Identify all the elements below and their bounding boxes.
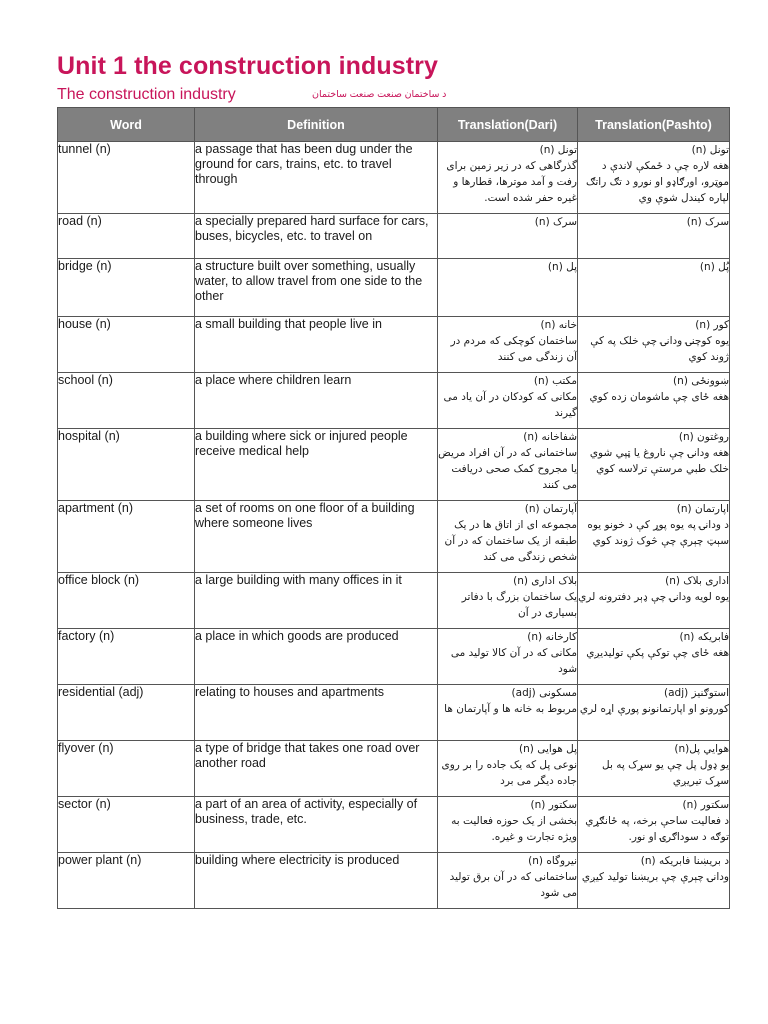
dari-cell: تونل (n) گذرگاهی که در زیر زمین برای رفت و آمد موترها، قطارها و غیره حفر شده است.	[438, 142, 578, 214]
word-cell: bridge (n)	[58, 259, 195, 317]
table-row	[58, 501, 730, 573]
pashto-cell: د بریښنا فابریکه (n) ودانۍ چېرې چې بریښنا تولید کیږي	[578, 853, 730, 909]
definition-cell: a passage that has been dug under the ground for cars, trains, etc. to travel through	[195, 142, 438, 214]
dari-cell: شفاخانه (n) ساختمانی که در آن افراد مریض یا مجروح کمک صحی دریافت می کنند	[438, 429, 578, 501]
dari-cell: خانه (n) ساختمان کوچکی که مردم در آن زندگی می کنند	[438, 317, 578, 373]
table-row	[58, 214, 730, 259]
pashto-cell: استوګنیز (adj) کورونو او اپارتمانونو پورې اړه لري	[578, 685, 730, 741]
vocabulary-table	[57, 107, 730, 909]
dari-cell: کارخانه (n) مکانی که در آن کالا تولید می شود	[438, 629, 578, 685]
word-cell: tunnel (n)	[58, 142, 195, 214]
header-word: Word	[58, 108, 195, 142]
definition-cell: a building where sick or injured people receive medical help	[195, 429, 438, 501]
word-cell: apartment (n)	[58, 501, 195, 573]
pashto-cell: ښوونځی (n) هغه ځای چې ماشومان زده کوي	[578, 373, 730, 429]
dari-cell: سرک (n)	[438, 214, 578, 259]
word-cell: power plant (n)	[58, 853, 195, 909]
word-cell: road (n)	[58, 214, 195, 259]
dari-cell: سکتور (n) بخشی از یک حوزه فعالیت به ویژه تجارت و غیره.	[438, 797, 578, 853]
table-row	[58, 629, 730, 685]
definition-cell: a small building that people live in	[195, 317, 438, 373]
word-cell: flyover (n)	[58, 741, 195, 797]
pashto-cell: اپارتمان (n) د ودانۍ په یوه پوړ کې د خونو یوه سېټ چېرې چې څوک ژوند کوي	[578, 501, 730, 573]
header-dari: Translation(Dari)	[438, 108, 578, 142]
definition-cell: a specially prepared hard surface for cars, buses, bicycles, etc. to travel on	[195, 214, 438, 259]
page-title: Unit 1 the construction industry	[57, 52, 438, 80]
definition-cell: a structure built over something, usually water, to allow travel from one side to the other	[195, 259, 438, 317]
header-definition: Definition	[195, 108, 438, 142]
definition-cell: a type of bridge that takes one road over another road	[195, 741, 438, 797]
header-pashto: Translation(Pashto)	[578, 108, 730, 142]
word-cell: office block (n)	[58, 573, 195, 629]
dari-cell: پل هوایی (n) نوعی پل که یک جاده را بر روی جاده دیگر می برد	[438, 741, 578, 797]
definition-cell: building where electricity is produced	[195, 853, 438, 909]
dari-cell: بلاک اداری (n) یک ساختمان بزرگ با دفاتر بسیاری در آن	[438, 573, 578, 629]
pashto-cell: سرک (n)	[578, 214, 730, 259]
pashto-cell: تونل (n) هغه لاره چې د ځمکې لاندې د موټرو، اورګاډو او نورو د تګ راتګ لپاره کیندل شوې وي	[578, 142, 730, 214]
word-cell: sector (n)	[58, 797, 195, 853]
table-row	[58, 429, 730, 501]
word-cell: school (n)	[58, 373, 195, 429]
dari-cell: پل (n)	[438, 259, 578, 317]
table-row	[58, 685, 730, 741]
table-row	[58, 373, 730, 429]
word-cell: house (n)	[58, 317, 195, 373]
pashto-cell: فابریکه (n) هغه ځای چې توکې پکې تولیدیږي	[578, 629, 730, 685]
dari-cell: مسکونی (adj) مربوط به خانه ها و آپارتمان ها	[438, 685, 578, 741]
word-cell: residential (adj)	[58, 685, 195, 741]
subtitle-translation: د ساختمان صنعت صنعت ساختمان	[312, 89, 447, 100]
pashto-cell: سکتور (n) د فعالیت ساحې برخه، په ځانګړي توګه د سوداګرۍ او نور.	[578, 797, 730, 853]
subtitle-row	[57, 86, 712, 106]
word-cell: hospital (n)	[58, 429, 195, 501]
dari-cell: آپارتمان (n) مجموعه ای از اتاق ها در یک طبقه از یک ساختمان که در آن شخص زندگی می کند	[438, 501, 578, 573]
table-row	[58, 853, 730, 909]
subtitle: The construction industry	[57, 86, 236, 103]
definition-cell: relating to houses and apartments	[195, 685, 438, 741]
definition-cell: a place in which goods are produced	[195, 629, 438, 685]
dari-cell: مکتب (n) مکانی که کودکان در آن یاد می گیرند	[438, 373, 578, 429]
definition-cell: a part of an area of activity, especially of business, trade, etc.	[195, 797, 438, 853]
definition-cell: a set of rooms on one floor of a building where someone lives	[195, 501, 438, 573]
pashto-cell: اداری بلاک (n) یوه لویه ودانۍ چې ډېر دفترونه لري	[578, 573, 730, 629]
table-header-row	[58, 108, 730, 142]
word-cell: factory (n)	[58, 629, 195, 685]
pashto-cell: پُل (n)	[578, 259, 730, 317]
pashto-cell: روغتون (n) هغه ودانۍ چې ناروغ یا ټپي شوي خلک طبي مرستې ترلاسه کوي	[578, 429, 730, 501]
definition-cell: a place where children learn	[195, 373, 438, 429]
table-row	[58, 259, 730, 317]
pashto-cell: کور (n) یوه کوچنۍ ودانۍ چې خلک په کې ژوند کوي	[578, 317, 730, 373]
table-row	[58, 797, 730, 853]
table-row	[58, 573, 730, 629]
dari-cell: نیروگاه (n) ساختمانی که در آن برق تولید می شود	[438, 853, 578, 909]
definition-cell: a large building with many offices in it	[195, 573, 438, 629]
pashto-cell: هوایي پل(n) یو ډول پل چې یو سړک په بل سړک تیریږي	[578, 741, 730, 797]
table-row	[58, 142, 730, 214]
table-row	[58, 317, 730, 373]
table-row	[58, 741, 730, 797]
